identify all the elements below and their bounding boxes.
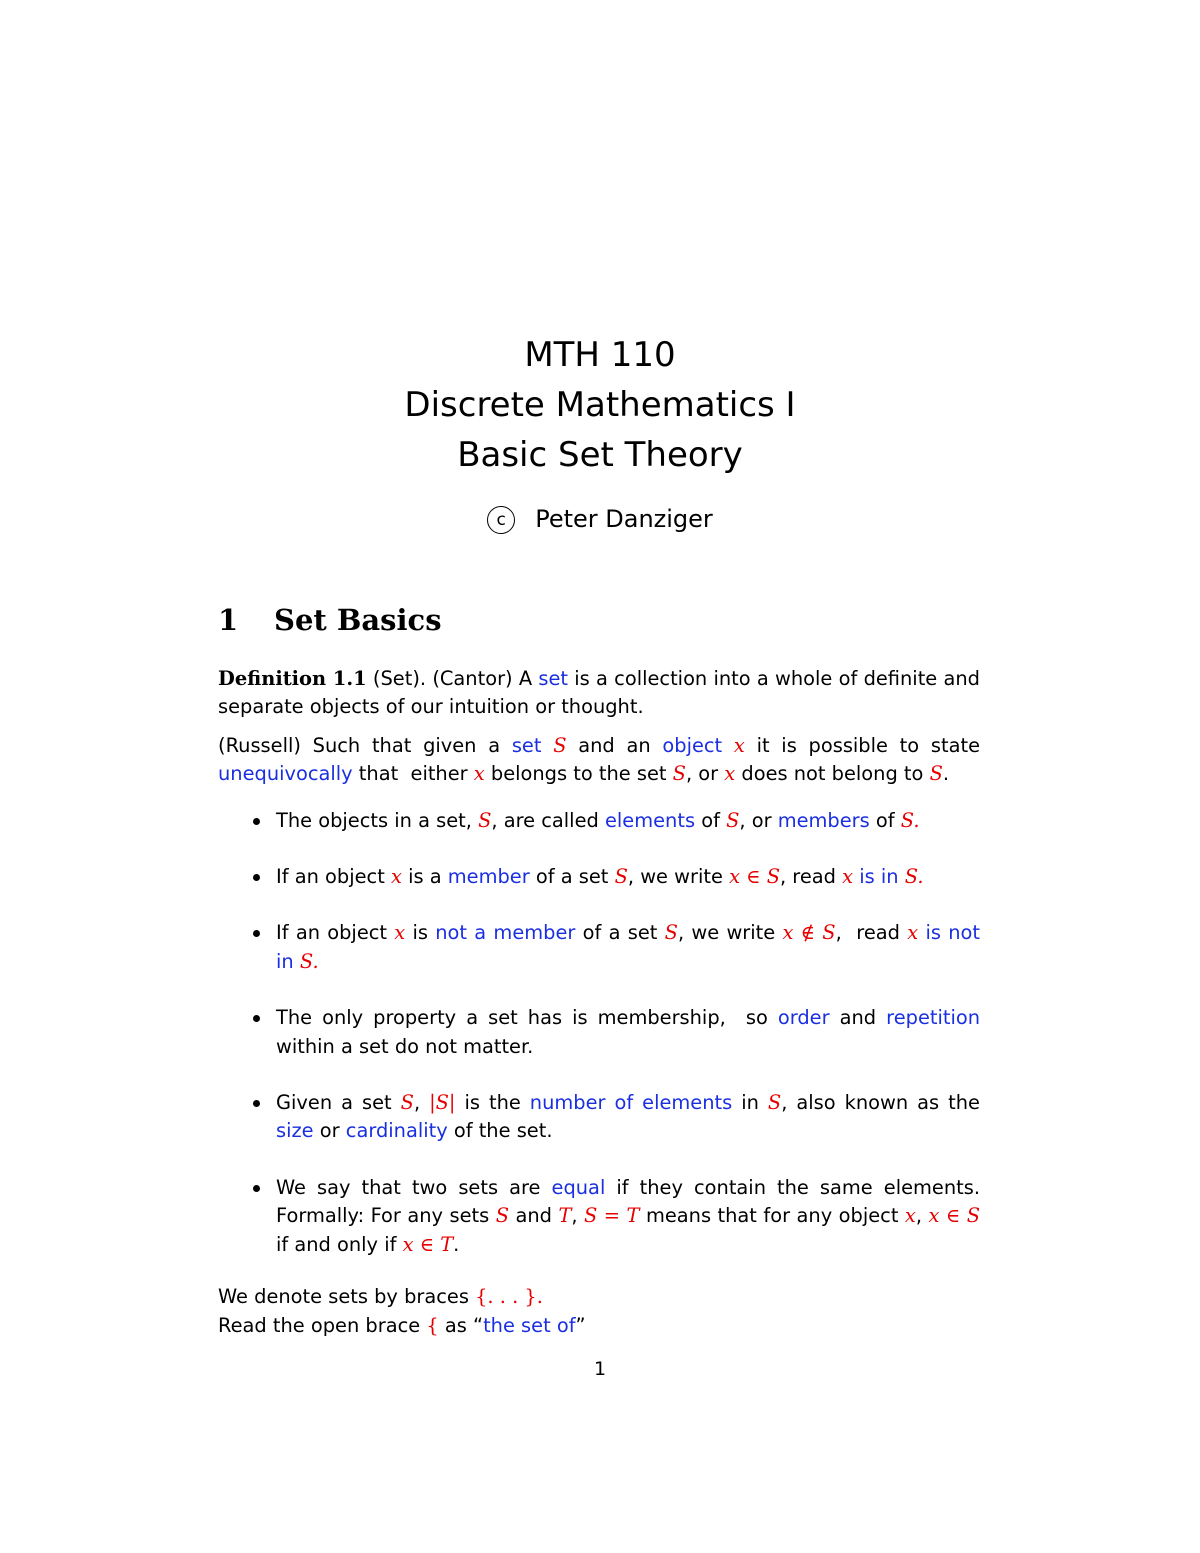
text: , read xyxy=(835,921,908,945)
text: ” xyxy=(575,1313,586,1337)
math-var: S xyxy=(929,762,943,786)
math-var: S xyxy=(495,1204,509,1228)
text: as “ xyxy=(438,1313,484,1337)
math-var: S xyxy=(767,1091,782,1115)
math-var: T xyxy=(558,1204,572,1228)
keyword-set: set xyxy=(511,733,542,757)
text: if and only if xyxy=(276,1232,403,1256)
math-expression: { xyxy=(426,1313,439,1337)
russell-paragraph xyxy=(218,732,980,789)
math-var: S xyxy=(726,808,740,832)
math-var: S xyxy=(299,949,313,973)
text: belongs to the set xyxy=(484,762,673,786)
bullet-list xyxy=(218,807,980,1259)
keyword-not-a-member: not a member xyxy=(435,921,576,945)
math-var: S xyxy=(400,1091,414,1115)
text: The objects in a set, xyxy=(276,808,479,832)
bullet-icon xyxy=(253,818,260,825)
text: is xyxy=(405,921,436,945)
math-expression: x ∈ T xyxy=(402,1232,454,1256)
text: , we write xyxy=(677,921,783,945)
text: , xyxy=(571,1204,585,1228)
definition-label: Definition 1.1 xyxy=(218,667,367,690)
text: or xyxy=(313,1119,346,1143)
text: , are called xyxy=(491,808,605,832)
text: is a xyxy=(401,865,448,889)
text: and xyxy=(509,1204,559,1228)
math-expression: x ∉ S xyxy=(782,921,836,945)
section-heading xyxy=(218,595,980,645)
text: is the xyxy=(455,1091,530,1115)
math-expression: S = T xyxy=(584,1204,640,1228)
text: , xyxy=(413,1091,430,1115)
math-var: x xyxy=(733,733,745,757)
text: does not belong to xyxy=(735,762,930,786)
keyword-size: size xyxy=(276,1119,314,1143)
text: The only property a set has is membership, so xyxy=(276,1006,778,1030)
math-var: x xyxy=(907,921,919,945)
text: in xyxy=(732,1091,768,1115)
section-title: Set Basics xyxy=(274,603,442,637)
text: of a set xyxy=(529,865,615,889)
copyright-icon: c xyxy=(487,506,515,534)
section-number: 1 xyxy=(218,603,239,637)
keyword-member: member xyxy=(447,865,530,889)
keyword-is-in: is in xyxy=(859,865,899,889)
math-expression: x ∈ S xyxy=(729,865,780,889)
text: , also known as the xyxy=(781,1091,980,1115)
math-var: S xyxy=(553,733,567,757)
definition-name: (Set). xyxy=(372,667,427,690)
body-content xyxy=(218,595,980,1340)
math-var: x xyxy=(390,865,402,889)
text: (Russell) Such that given a xyxy=(218,733,512,757)
text: . xyxy=(942,762,950,786)
page-number: 1 xyxy=(593,1358,607,1380)
text: , or xyxy=(685,762,725,786)
keyword-unequivocally: unequivocally xyxy=(218,762,353,786)
math-var: x xyxy=(724,762,736,786)
definition-text: is a collection into a whole of definite and separate objects of our intuition or thought. xyxy=(218,667,980,719)
text: and xyxy=(829,1006,887,1030)
text: within a set do not matter. xyxy=(276,1034,534,1058)
keyword-elements: elements xyxy=(604,808,696,832)
math-var: S xyxy=(900,808,914,832)
definition-text: (Cantor) A xyxy=(426,667,539,690)
keyword-members: members xyxy=(777,808,870,832)
bullet-icon xyxy=(253,1185,260,1192)
text: . xyxy=(453,1232,460,1256)
text: . xyxy=(536,1285,543,1309)
text: of xyxy=(695,808,727,832)
text: . xyxy=(913,808,920,832)
text: of xyxy=(869,808,901,832)
text: if they contain the same elements. Formally: For any sets xyxy=(276,1175,980,1228)
keyword-equal: equal xyxy=(551,1175,606,1199)
keyword-is-not-in: is not in xyxy=(276,921,980,973)
text: of the set. xyxy=(447,1119,553,1143)
course-title: Discrete Mathematics I xyxy=(404,385,796,425)
math-var: S xyxy=(672,762,686,786)
text: If an object xyxy=(276,865,391,889)
list-item xyxy=(218,919,980,976)
bullet-icon xyxy=(253,930,260,937)
math-var: x xyxy=(394,921,406,945)
list-item xyxy=(218,807,980,835)
bullet-icon xyxy=(253,874,260,881)
list-item xyxy=(218,863,980,891)
math-var: S xyxy=(614,865,628,889)
keyword-object: object xyxy=(662,733,723,757)
text: Given a set xyxy=(276,1091,401,1115)
text: , or xyxy=(739,808,778,832)
text: , we write xyxy=(627,865,730,889)
text: . xyxy=(312,949,319,973)
text: . xyxy=(917,865,924,889)
text: We denote sets by braces xyxy=(218,1285,476,1309)
text: , xyxy=(915,1204,929,1228)
bullet-icon xyxy=(253,1100,260,1107)
text: it is possible to state xyxy=(744,733,980,757)
keyword-set: set xyxy=(538,667,569,690)
text: , read xyxy=(779,865,843,889)
math-expression: x ∈ S xyxy=(928,1204,981,1228)
braces-line-2 xyxy=(218,1312,980,1340)
text: means that for any object xyxy=(639,1204,905,1228)
bullet-icon xyxy=(253,1015,260,1022)
keyword-cardinality: cardinality xyxy=(345,1119,448,1143)
text: of a set xyxy=(575,921,665,945)
math-var: S xyxy=(904,865,918,889)
math-var: x xyxy=(473,762,485,786)
keyword-the-set-of: the set of xyxy=(483,1313,576,1337)
definition-paragraph xyxy=(218,665,980,722)
math-var: S xyxy=(664,921,678,945)
text: that either xyxy=(352,762,474,786)
math-var: x xyxy=(842,865,854,889)
list-item xyxy=(218,1004,980,1061)
list-item xyxy=(218,1174,980,1259)
braces-line-1 xyxy=(218,1283,980,1311)
text: If an object xyxy=(276,921,395,945)
title-block xyxy=(0,330,1200,480)
math-expression: |S| xyxy=(429,1091,456,1115)
math-expression: {. . . } xyxy=(475,1285,537,1309)
text: and an xyxy=(566,733,663,757)
author-name: Peter Danziger xyxy=(535,505,713,533)
keyword-repetition: repetition xyxy=(886,1006,981,1030)
text: We say that two sets are xyxy=(276,1175,552,1199)
course-code: MTH 110 xyxy=(524,335,676,375)
math-var: S xyxy=(478,808,492,832)
keyword-order: order xyxy=(777,1006,830,1030)
author-line xyxy=(0,505,1200,534)
math-var: x xyxy=(904,1204,916,1228)
list-item xyxy=(218,1089,980,1146)
document-title: Basic Set Theory xyxy=(457,435,743,475)
text: Read the open brace xyxy=(218,1313,427,1337)
keyword-number-of-elements: number of elements xyxy=(529,1091,733,1115)
